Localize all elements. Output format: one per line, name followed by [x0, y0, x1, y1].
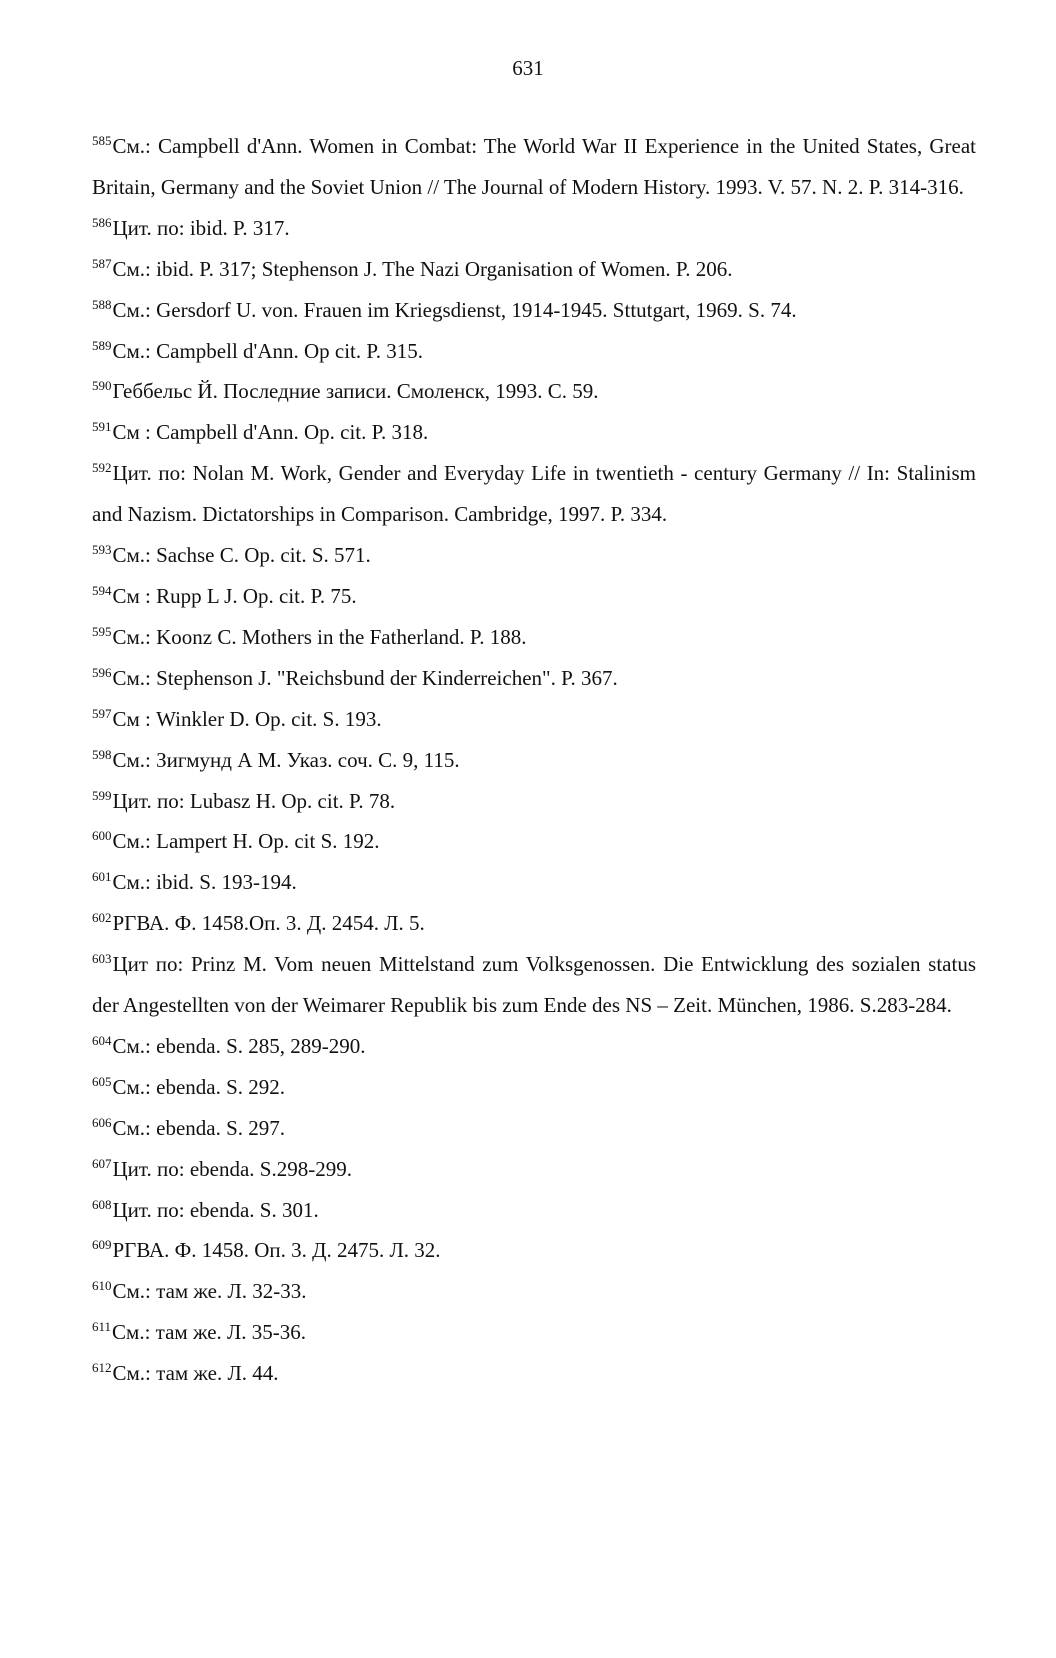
footnote-number: 594 — [92, 582, 112, 598]
footnote-text: См.: ibid. S. 193-194. — [112, 870, 297, 895]
footnote — [92, 781, 976, 822]
footnote-number: 585 — [92, 133, 112, 148]
footnote-text: См.: ebenda. S. 297. — [112, 1115, 286, 1140]
footnote-number: 587 — [92, 255, 112, 271]
footnote-number: 605 — [92, 1073, 112, 1089]
footnote — [92, 1312, 976, 1353]
footnote-text: См.: Campbell d'Ann. Women in Combat: The World War II Experience in the United States, Great Britain, Germany and the Soviet Union // The Journal of Modern History. 1993. V. 57. N. 2. P. 314-316. — [92, 134, 976, 199]
footnote-number: 611 — [92, 1319, 112, 1335]
page-number: 631 — [512, 56, 544, 80]
footnote-number: 586 — [92, 214, 112, 230]
footnote-number: 590 — [92, 378, 112, 394]
footnote — [92, 944, 976, 1026]
footnote-text: См.: Sachse C. Op. cit. S. 571. — [112, 543, 371, 568]
footnote-number: 604 — [92, 1032, 112, 1048]
footnote-number: 602 — [92, 910, 112, 926]
footnote-number: 599 — [92, 787, 112, 803]
footnote — [92, 740, 976, 781]
footnote — [92, 371, 976, 412]
footnote-number: 592 — [92, 460, 112, 476]
footnote — [92, 249, 976, 290]
footnote — [92, 576, 976, 617]
footnote-number: 609 — [92, 1237, 112, 1253]
footnote-text: Цит. по: ebenda. S. 301. — [112, 1197, 319, 1222]
footnote — [92, 453, 976, 535]
footnote-text: См.: там же. Л. 35-36. — [112, 1320, 306, 1345]
footnote-number: 612 — [92, 1360, 112, 1376]
footnote-text: См.: ibid. P. 317; Stephenson J. The Nazi Organisation of Women. P. 206. — [112, 256, 733, 281]
footnote-number: 610 — [92, 1278, 112, 1294]
footnote-number: 606 — [92, 1114, 112, 1130]
footnote-text: Цит по: Prinz M. Vom neuen Mittelstand zum Volksgenossen. Die Entwicklung des sozialen status der Angestellten von der Weimarer Republik bis zum Ende des NS – Zeit. München, 1986. S.283-284. — [92, 952, 976, 1018]
footnote — [92, 862, 976, 903]
footnote — [92, 1067, 976, 1108]
footnote-number: 589 — [92, 337, 112, 353]
footnote — [92, 331, 976, 372]
footnote-text: См.: Gersdorf U. von. Frauen im Kriegsdienst, 1914-1945. Sttutgart, 1969. S. 74. — [112, 297, 797, 322]
footnote — [92, 903, 976, 944]
footnote-number: 600 — [92, 828, 112, 844]
footnote-text: Цит. по: ibid. P. 317. — [112, 215, 290, 240]
footnote — [92, 1026, 976, 1067]
footnote-text: См.: Lampert H. Op. cit S. 192. — [112, 829, 380, 854]
footnote-text: Цит. по: Nolan M. Work, Gender and Everyday Life in twentieth - century Germany // In: Stalinism and Nazism. Dictatorships in Comparison. Cambridge, 1997. P. 334. — [92, 461, 976, 527]
footnote — [92, 1108, 976, 1149]
footnote-number: 595 — [92, 623, 112, 639]
footnote — [92, 1230, 976, 1271]
footnote — [92, 208, 976, 249]
footnote — [92, 699, 976, 740]
footnotes-list — [92, 126, 976, 1394]
footnote-number: 608 — [92, 1196, 112, 1212]
footnote-text: См : Rupp L J. Op. cit. P. 75. — [112, 583, 357, 608]
footnote-text: См.: там же. Л. 44. — [112, 1361, 279, 1386]
footnote-number: 607 — [92, 1155, 112, 1171]
footnote-text: См.: ebenda. S. 285, 289-290. — [112, 1033, 366, 1058]
footnote-text: Цит. по: ebenda. S.298-299. — [112, 1156, 352, 1181]
footnote-text: РГВА. Ф. 1458. Оп. 3. Д. 2475. Л. 32. — [112, 1238, 441, 1263]
footnote — [92, 1353, 976, 1394]
footnote — [92, 412, 976, 453]
footnote-number: 588 — [92, 296, 112, 312]
footnote-text: См.: Koonz C. Mothers in the Fatherland. P. 188. — [112, 624, 527, 649]
footnote-text: См.: Зигмунд А М. Указ. соч. С. 9, 115. — [112, 747, 460, 772]
footnote — [92, 658, 976, 699]
footnote-number: 597 — [92, 705, 112, 721]
footnote-number: 603 — [92, 951, 112, 967]
footnote — [92, 1149, 976, 1190]
footnote-text: РГВА. Ф. 1458.Оп. 3. Д. 2454. Л. 5. — [112, 911, 425, 936]
footnote — [92, 617, 976, 658]
footnote-text: Цит. по: Lubasz H. Op. cit. P. 78. — [112, 788, 396, 813]
footnote-number: 593 — [92, 542, 112, 558]
footnote-number: 598 — [92, 746, 112, 762]
footnote — [92, 1271, 976, 1312]
footnote-text: Геббельс Й. Последние записи. Смоленск, 1993. С. 59. — [112, 379, 599, 404]
footnote-number: 596 — [92, 664, 112, 680]
footnote — [92, 126, 976, 208]
footnote-text: См : Campbell d'Ann. Op. cit. P. 318. — [112, 420, 429, 445]
footnote-text: См.: там же. Л. 32-33. — [112, 1279, 307, 1304]
footnote-text: См.: ebenda. S. 292. — [112, 1074, 286, 1099]
footnote — [92, 1190, 976, 1231]
footnote — [92, 290, 976, 331]
footnote-number: 591 — [92, 419, 112, 435]
footnote — [92, 821, 976, 862]
footnote — [92, 535, 976, 576]
footnote-number: 601 — [92, 869, 112, 885]
footnote-text: См.: Stephenson J. "Reichsbund der Kinderreichen". P. 367. — [112, 665, 618, 690]
footnote-text: См.: Campbell d'Ann. Op cit. P. 315. — [112, 338, 423, 363]
footnote-text: См : Winkler D. Op. cit. S. 193. — [112, 706, 382, 731]
